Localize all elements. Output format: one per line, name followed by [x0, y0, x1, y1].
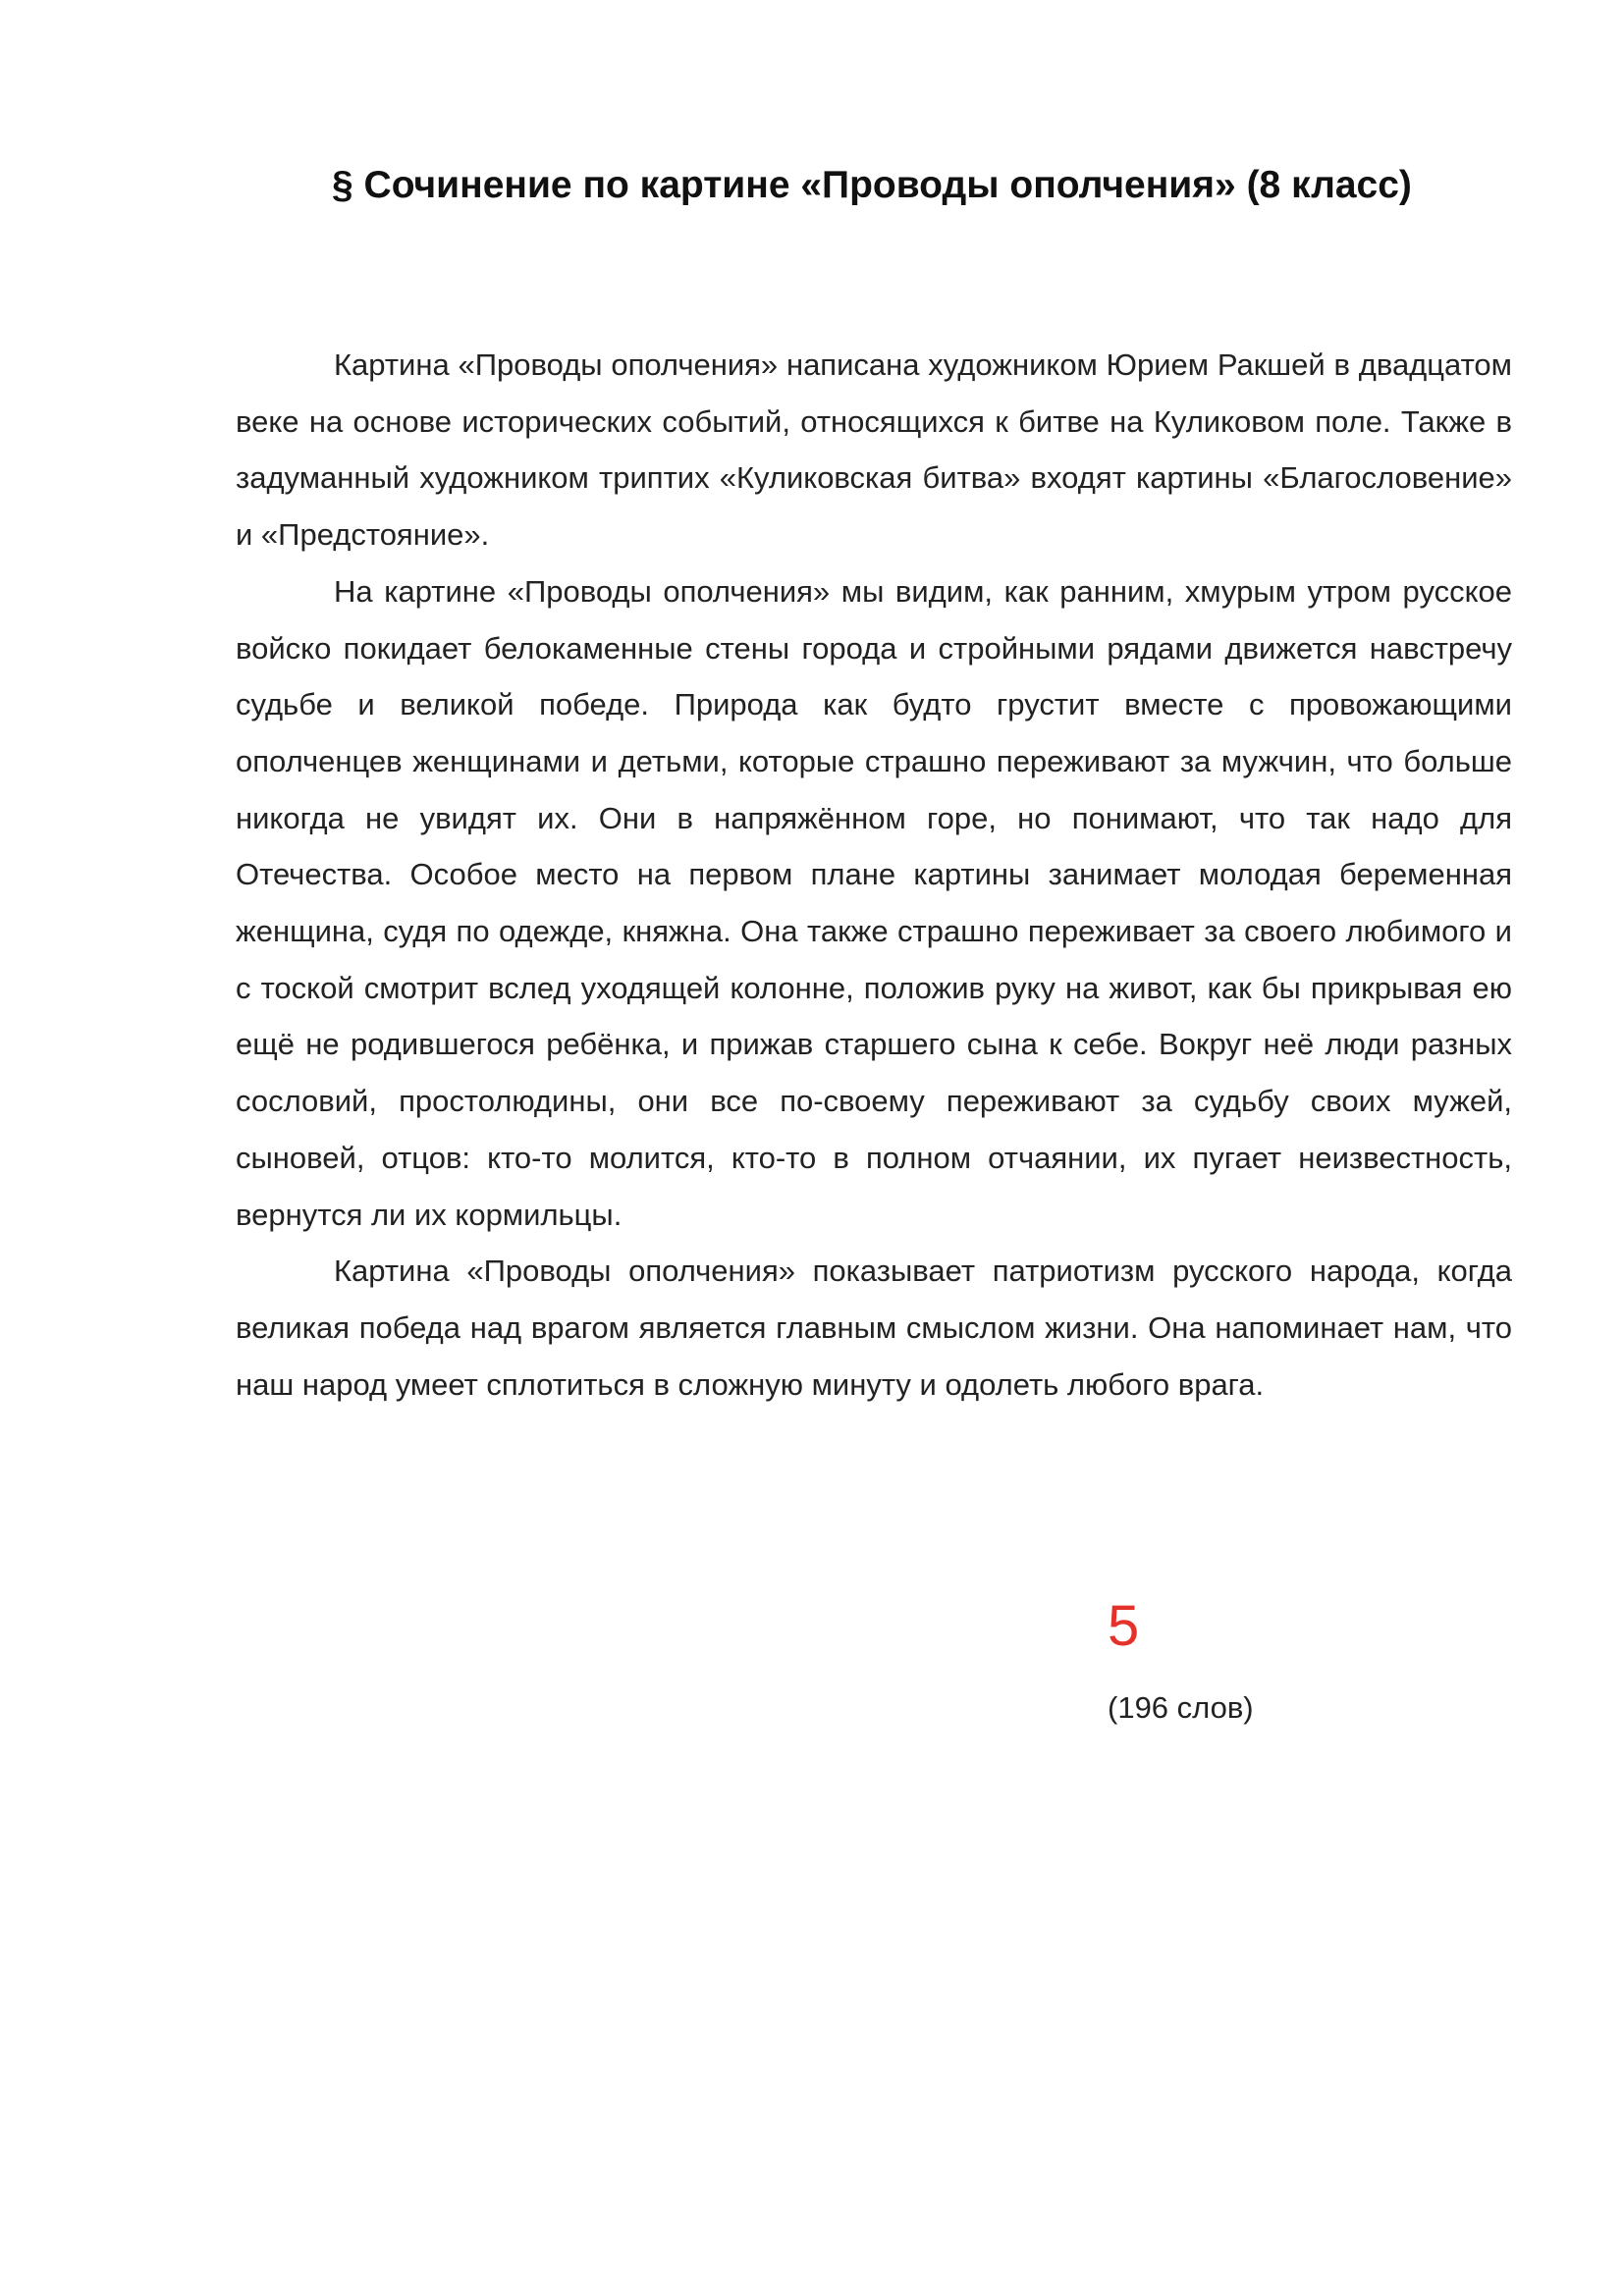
word-count: (196 слов): [1108, 1690, 1254, 1725]
essay-paragraph-2: На картине «Проводы ополчения» мы видим, как ранним, хмурым утром русское войско покидает белокаменные стены города и стройными рядами движется навстречу судьбе и великой победе. Природа как будто грустит вместе с провожающими ополченцев женщинами и детьми, которые страшно переживают за мужчин, что больше никогда не увидят их. Они в напряжённом горе, но понимают, что так надо для Отечества. Особое место на первом плане картины занимает молодая беременная женщина, судя по одежде, княжна. Она также страшно переживает за своего любимого и с тоской смотрит вслед уходящей колонне, положив руку на живот, как бы прикрывая ею ещё не родившегося ребёнка, и прижав старшего сына к себе. Вокруг неё люди разных сословий, простолюдины, они все по-своему переживают за судьбу своих мужей, сыновей, отцов: кто-то молится, кто-то в полном отчаянии, их пугает неизвестность, вернутся ли их кормильцы.: [236, 573, 1512, 1232]
essay-body: [236, 337, 1512, 1413]
essay-paragraph-1: Картина «Проводы ополчения» написана художником Юрием Ракшей в двадцатом веке на основе исторических событий, относящихся к битве на Куликовом поле. Также в задуманный художником триптих «Куликовская битва» входят картины «Благословение» и «Предстояние».: [236, 347, 1512, 553]
essay-title: § Сочинение по картине «Проводы ополчения» (8 класс): [332, 164, 1412, 206]
grade-mark: 5: [1108, 1594, 1140, 1658]
essay-paragraph-3: Картина «Проводы ополчения» показывает патриотизм русского народа, когда великая победа над врагом является главным смыслом жизни. Она напоминает нам, что наш народ умеет сплотиться в сложную минуту и одолеть любого врага.: [236, 1254, 1512, 1402]
